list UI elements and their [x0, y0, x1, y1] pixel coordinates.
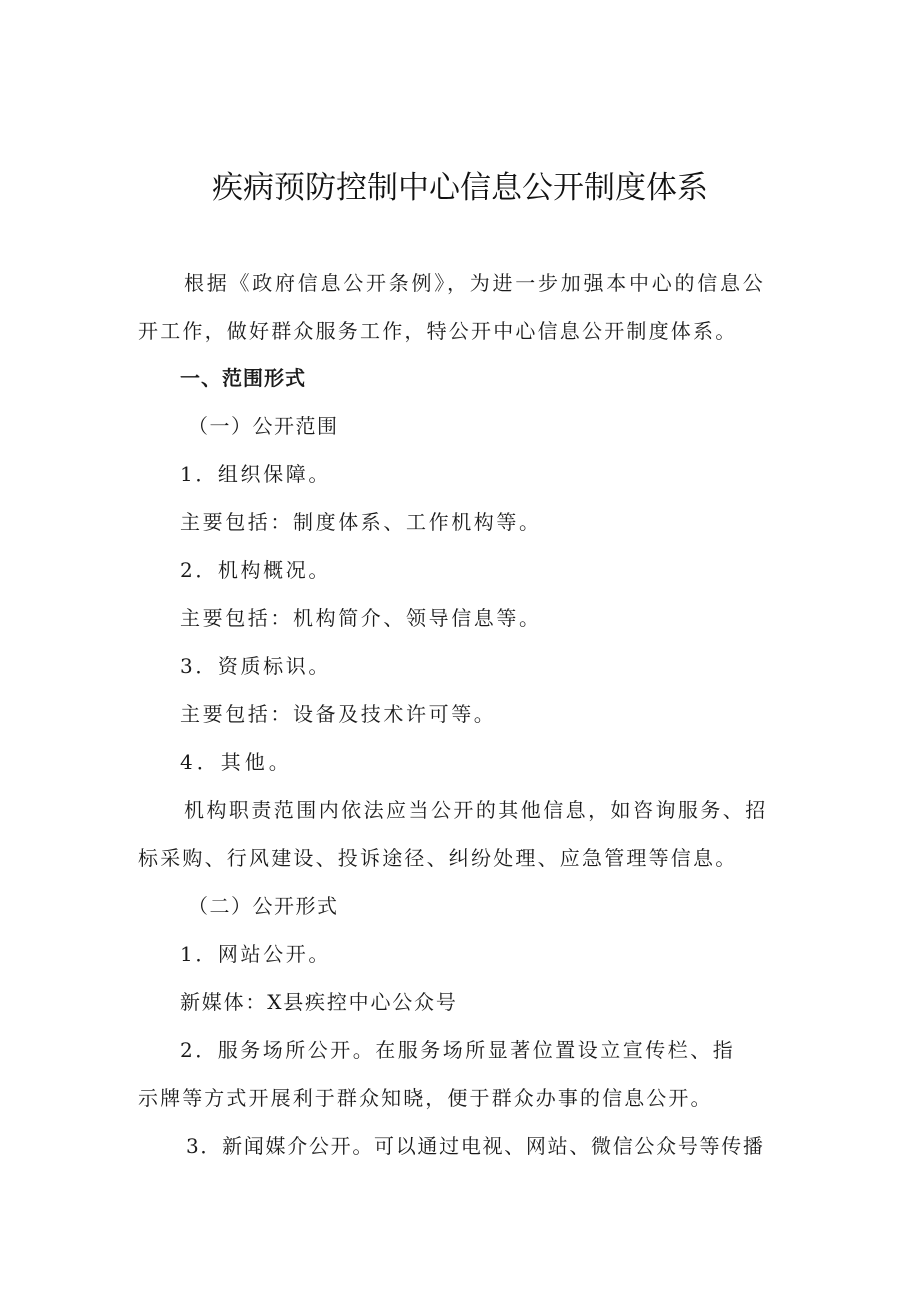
scope-item-3-label: 3．资质标识。 [180, 654, 331, 678]
scope-item-4-detail-line-2: 标采购、行风建设、投诉途径、纠纷处理、应急管理等信息。 [138, 846, 738, 870]
forms-item-2-line-1: 2．服务场所公开。在服务场所显著位置设立宣传栏、指 [180, 1038, 736, 1062]
scope-item-4-label: 4．其他。 [180, 750, 293, 774]
scope-item-4-detail-line-1: 机构职责范围内依法应当公开的其他信息，如咨询服务、招 [184, 798, 768, 822]
scope-item-2-detail: 主要包括：机构简介、领导信息等。 [180, 606, 542, 630]
forms-item-1-label: 1．网站公开。 [180, 942, 331, 966]
forms-heading: （二）公开形式 [188, 894, 339, 918]
scope-item-1-label: 1．组织保障。 [180, 462, 331, 486]
intro-line-2: 开工作，做好群众服务工作，特公开中心信息公开制度体系。 [138, 319, 738, 343]
intro-line-1: 根据《政府信息公开条例》，为进一步加强本中心的信息公 [184, 271, 766, 295]
scope-item-3-detail: 主要包括：设备及技术许可等。 [180, 702, 497, 726]
document-title: 疾病预防控制中心信息公开制度体系 [212, 170, 708, 206]
scope-item-1-detail: 主要包括：制度体系、工作机构等。 [180, 510, 542, 534]
forms-item-1-detail: 新媒体：X县疾控中心公众号 [180, 990, 458, 1014]
forms-item-2-line-2: 示牌等方式开展利于群众知晓，便于群众办事的信息公开。 [138, 1086, 713, 1110]
scope-item-2-label: 2．机构概况。 [180, 558, 331, 582]
scope-heading: （一）公开范围 [188, 414, 339, 438]
forms-item-3-line-1: 3．新闻媒介公开。可以通过电视、网站、微信公众号等传播 [186, 1134, 765, 1158]
section-1-heading: 一、范围形式 [180, 366, 306, 390]
